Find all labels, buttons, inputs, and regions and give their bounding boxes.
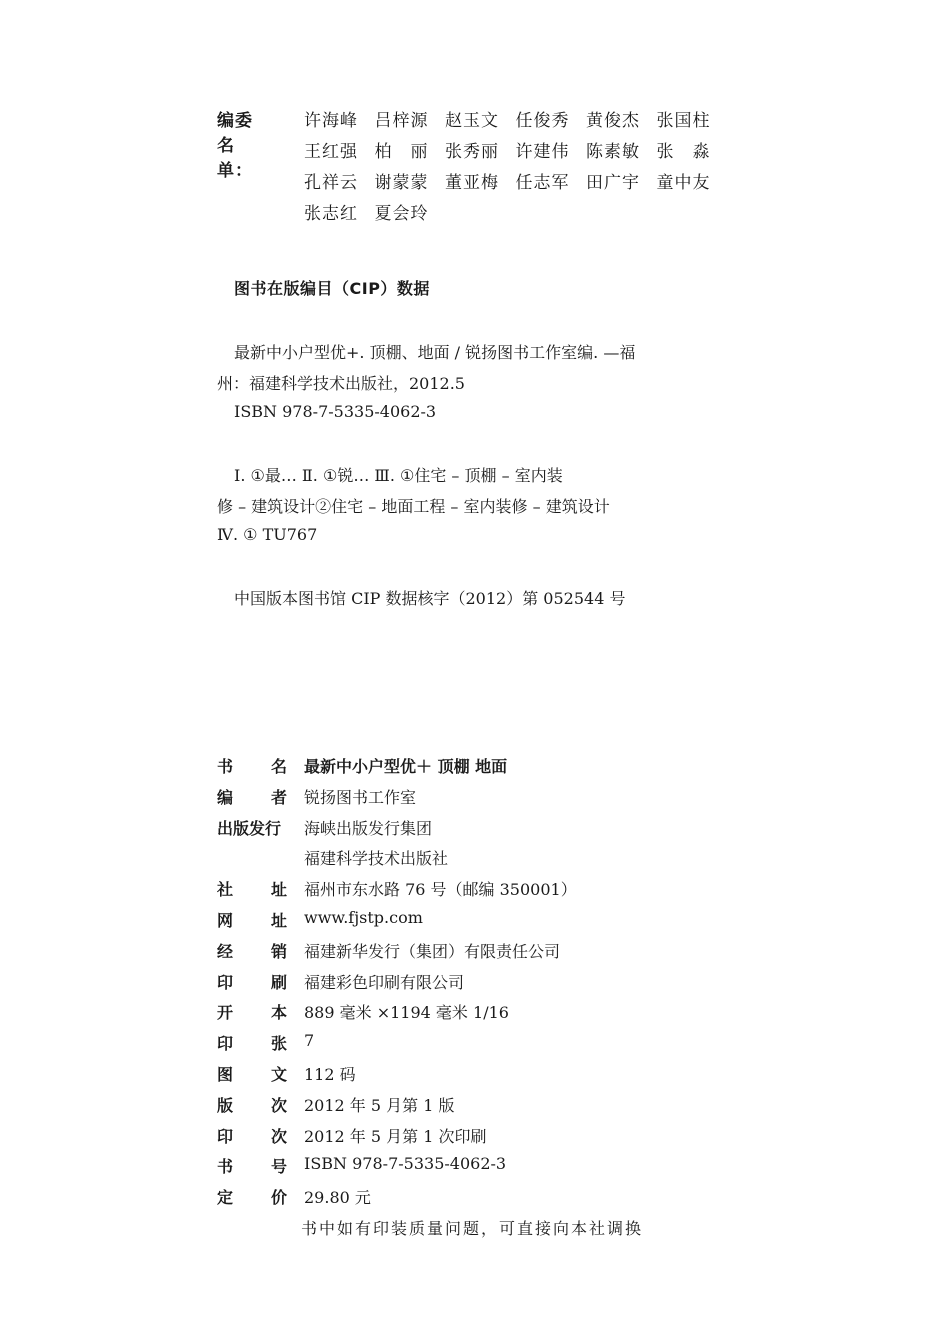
cip-line: 最新中小户型优+. 顶棚、地面 / 锐扬图书工作室编. —福	[234, 343, 636, 362]
cip-title: 图书在版编目（CIP）数据	[234, 279, 430, 298]
committee-member: 任志军	[515, 173, 570, 193]
info-label: 印 刷	[217, 972, 287, 992]
committee-member: 孔祥云	[304, 173, 358, 193]
committee-member: 童中友	[656, 173, 711, 193]
info-label: 版 次	[217, 1095, 287, 1115]
committee-member: 谢蒙蒙	[374, 173, 429, 193]
cip-line: ISBN 978-7-5335-4062-3	[234, 402, 437, 421]
committee-member: 董亚梅	[445, 173, 499, 193]
info-value: 福州市东水路 76 号（邮编 350001）	[304, 880, 577, 900]
committee-member: 陈素敏	[586, 142, 640, 162]
committee-member: 柏 丽	[374, 142, 429, 162]
committee-member: 田广宇	[586, 173, 640, 193]
cip-line: 修 – 建筑设计②住宅 – 地面工程 – 室内装修 – 建筑设计	[217, 497, 610, 516]
committee-member: 张志红	[304, 204, 358, 224]
committee-member: 夏会玲	[374, 204, 429, 224]
info-label: 开 本	[217, 1003, 287, 1023]
info-value: 福建科学技术出版社	[304, 849, 449, 869]
cip-line: 中国版本图书馆 CIP 数据核字（2012）第 052544 号	[234, 589, 626, 608]
committee-member-list	[304, 106, 734, 230]
info-label: 印 次	[217, 1126, 287, 1146]
committee-member: 任俊秀	[515, 111, 570, 131]
info-value: 2012 年 5 月第 1 版	[304, 1095, 455, 1115]
info-value: ISBN 978-7-5335-4062-3	[304, 1154, 507, 1174]
info-label: 图 文	[217, 1065, 287, 1084]
info-label: 编 者	[217, 787, 287, 807]
info-label: 印 张	[217, 1034, 287, 1054]
info-value: 海峡出版发行集团	[304, 818, 433, 838]
info-value: 锐扬图书工作室	[304, 787, 417, 807]
info-value: 112 码	[304, 1065, 356, 1084]
committee-member: 许海峰	[304, 111, 358, 131]
committee-member: 吕梓源	[374, 111, 429, 131]
committee-member: 黄俊杰	[586, 111, 640, 131]
info-label: 出版发行	[217, 818, 282, 838]
cip-line: Ⅰ. ①最… Ⅱ. ①锐… Ⅲ. ①住宅 – 顶棚 – 室内装	[234, 466, 563, 485]
committee-member: 张 淼	[656, 142, 711, 162]
committee-member: 张国柱	[656, 111, 711, 131]
committee-label: 编委名单：	[217, 111, 253, 181]
info-label: 书 号	[217, 1157, 287, 1177]
committee-member: 王红强	[304, 142, 358, 162]
info-label: 经 销	[217, 941, 287, 961]
info-label: 网 址	[217, 911, 287, 930]
cip-line: 州：福建科学技术出版社，2012.5	[217, 374, 465, 393]
committee-member: 张秀丽	[445, 142, 499, 162]
info-value: 最新中小户型优＋ 顶棚 地面	[304, 757, 508, 776]
info-label: 定 价	[217, 1188, 287, 1208]
info-label: 社 址	[217, 880, 287, 900]
info-label: 书 名	[217, 757, 287, 776]
info-value: 福建新华发行（集团）有限责任公司	[304, 941, 561, 961]
info-value: 2012 年 5 月第 1 次印刷	[304, 1126, 487, 1146]
committee-member: 许建伟	[515, 142, 570, 162]
cip-line: Ⅳ. ① TU767	[217, 525, 318, 544]
committee-member: 赵玉文	[445, 111, 499, 131]
quality-notice: 书中如有印装质量问题，可直接向本社调换	[301, 1219, 644, 1238]
info-value: 7	[304, 1031, 315, 1051]
info-value: www.fjstp.com	[304, 908, 423, 927]
info-value: 889 毫米 ×1194 毫米 1/16	[304, 1003, 509, 1023]
info-value: 福建彩色印刷有限公司	[304, 972, 465, 992]
info-value: 29.80 元	[304, 1188, 371, 1208]
